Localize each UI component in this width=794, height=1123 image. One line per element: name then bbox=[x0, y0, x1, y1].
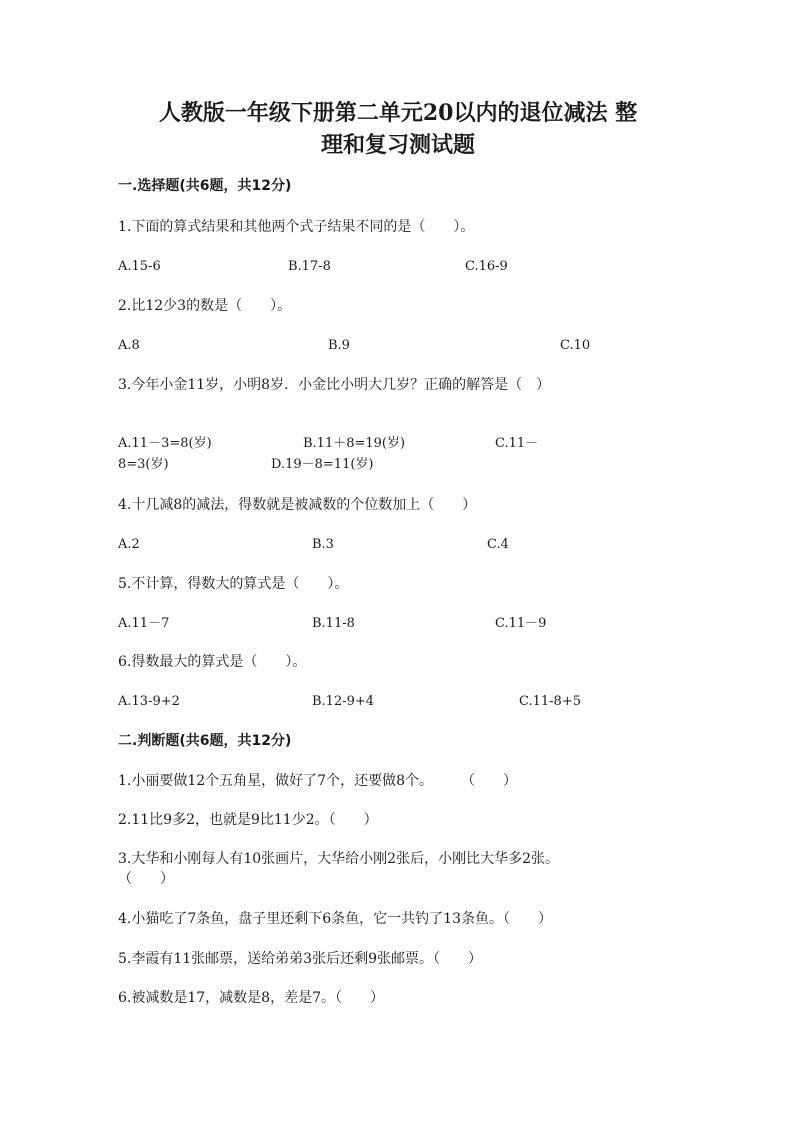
option-c: C.11－ bbox=[495, 436, 539, 451]
statement-text: 2.11比9多2，也就是9比11少2。（ ） bbox=[118, 812, 378, 828]
option-b: B.11-8 bbox=[312, 616, 355, 631]
option-a: A.13-9+2 bbox=[118, 694, 180, 709]
option-c-continued: 8=3(岁) bbox=[118, 457, 169, 472]
option-c: C.11-8+5 bbox=[519, 694, 581, 709]
question-text: 1.下面的算式结果和其他两个式子结果不同的是（ ）。 bbox=[118, 219, 475, 235]
question-text: 5.不计算，得数大的算式是（ ）。 bbox=[118, 576, 349, 592]
statement-text: 4.小猫吃了7条鱼，盘子里还剩下6条鱼，它一共钓了13条鱼。（ ） bbox=[118, 911, 552, 927]
question-text: 6.得数最大的算式是（ ）。 bbox=[118, 654, 307, 670]
option-b: B.3 bbox=[312, 537, 334, 552]
option-a: A.11－3=8(岁) bbox=[118, 436, 212, 451]
option-b: B.17-8 bbox=[288, 259, 331, 274]
statement-text: 1.小丽要做12个五角星，做好了7个，还要做8个。 （ ） bbox=[118, 773, 517, 789]
question-text: 4.十几减8的减法，得数就是被减数的个位数加上（ ） bbox=[118, 497, 477, 513]
option-c: C.16-9 bbox=[465, 259, 508, 274]
option-b: B.9 bbox=[328, 338, 350, 353]
question-text: 2.比12少3的数是（ ）。 bbox=[118, 298, 292, 314]
statement-text: 3.大华和小刚每人有10张画片，大华给小刚2张后，小刚比大华多2张。 bbox=[118, 851, 559, 867]
statement-text: 5.李霞有11张邮票，送给弟弟3张后还剩9张邮票。（ ） bbox=[118, 951, 482, 967]
option-a: A.8 bbox=[118, 338, 140, 353]
section-heading-true-false: 二.判断题(共6题，共12分) bbox=[118, 733, 292, 749]
option-b: B.12-9+4 bbox=[312, 694, 375, 709]
question-text: 3.今年小金11岁，小明8岁．小金比小明大几岁？正确的解答是（ ） bbox=[118, 377, 551, 393]
statement-answer-bracket: （ ） bbox=[118, 871, 174, 887]
option-a: A.11－7 bbox=[118, 616, 170, 631]
statement-text: 6.被减数是17，减数是8，差是7。（ ） bbox=[118, 990, 384, 1006]
option-a: A.15-6 bbox=[118, 259, 161, 274]
option-d: D.19－8=11(岁) bbox=[271, 457, 374, 472]
page-title-line-1: 人教版一年级下册第二单元20以内的退位减法 整 bbox=[158, 100, 638, 126]
option-c: C.11－9 bbox=[495, 616, 547, 631]
option-a: A.2 bbox=[118, 537, 140, 552]
option-b: B.11＋8=19(岁) bbox=[303, 436, 406, 451]
page-title-line-2: 理和复习测试题 bbox=[320, 132, 475, 158]
option-c: C.10 bbox=[560, 338, 591, 353]
option-c: C.4 bbox=[487, 537, 509, 552]
section-heading-choice: 一.选择题(共6题，共12分) bbox=[118, 178, 292, 194]
